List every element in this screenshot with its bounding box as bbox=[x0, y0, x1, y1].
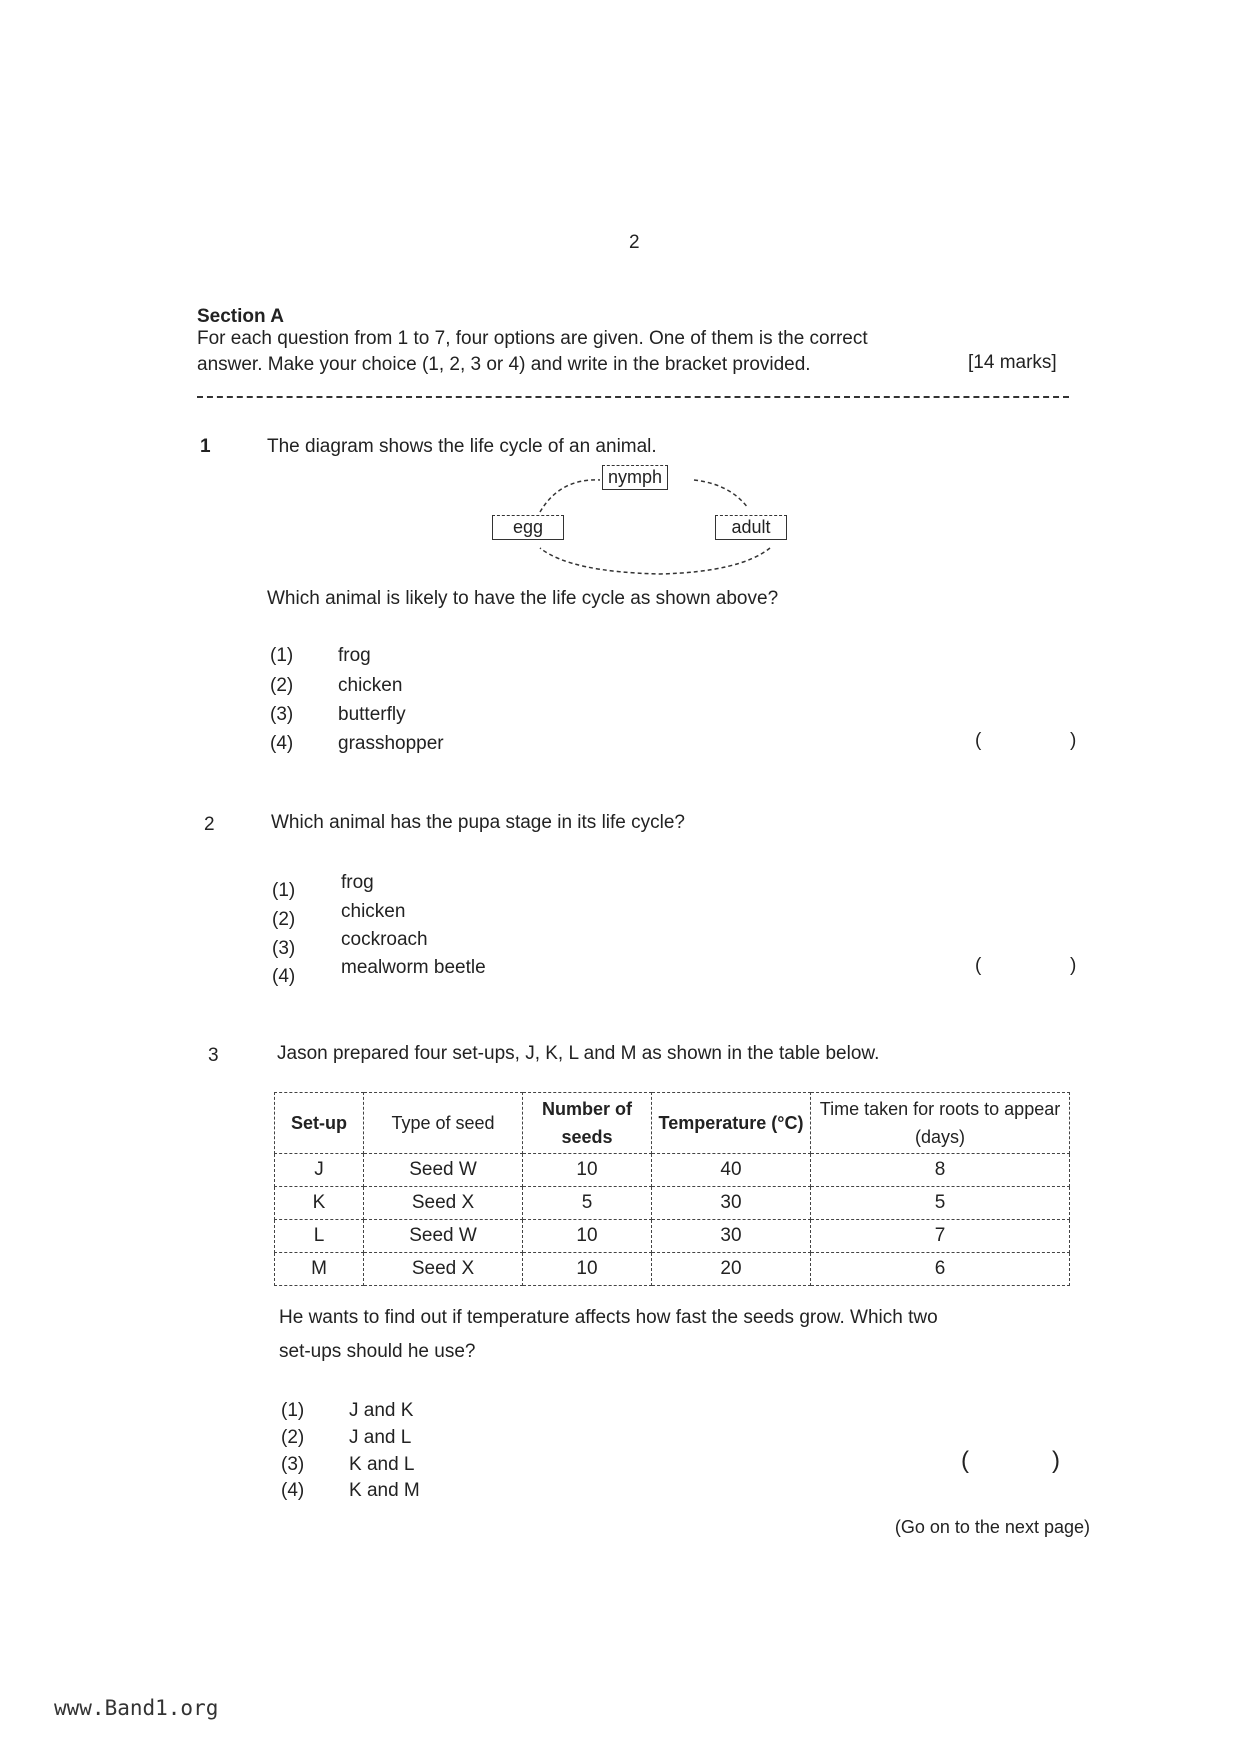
cell: Seed W bbox=[364, 1220, 523, 1253]
cell: 40 bbox=[652, 1154, 811, 1187]
option-text: J and L bbox=[349, 1427, 412, 1448]
option-text: chicken bbox=[341, 901, 406, 922]
option-label: (2) bbox=[270, 675, 294, 696]
header-time: Time taken for roots to appear (days) bbox=[811, 1093, 1070, 1154]
q1-question: Which animal is likely to have the life cycle as shown above? bbox=[267, 588, 779, 609]
stage-nymph: nymph bbox=[602, 465, 668, 490]
table-row bbox=[275, 1187, 1070, 1220]
watermark: www.Band1.org bbox=[54, 1696, 219, 1720]
option-text: grasshopper bbox=[338, 733, 444, 754]
option-text: chicken bbox=[338, 675, 403, 696]
option-label: (3) bbox=[270, 704, 294, 725]
cell: J bbox=[275, 1154, 364, 1187]
cell: 10 bbox=[523, 1253, 652, 1286]
answer-bracket-open[interactable]: ( bbox=[961, 1447, 969, 1474]
q1-text: The diagram shows the life cycle of an animal. bbox=[267, 436, 657, 457]
q3-number: 3 bbox=[208, 1045, 219, 1066]
table-header bbox=[275, 1093, 1070, 1154]
answer-bracket-close[interactable]: ) bbox=[1070, 730, 1077, 751]
option-text: frog bbox=[338, 645, 371, 666]
cell: 8 bbox=[811, 1154, 1070, 1187]
setup-table bbox=[274, 1092, 1070, 1286]
cell: Seed X bbox=[364, 1253, 523, 1286]
cell: Seed X bbox=[364, 1187, 523, 1220]
q2-number: 2 bbox=[204, 814, 215, 835]
option-text: J and K bbox=[349, 1400, 414, 1421]
q2-text: Which animal has the pupa stage in its life cycle? bbox=[271, 812, 685, 833]
cell: 7 bbox=[811, 1220, 1070, 1253]
cell: K bbox=[275, 1187, 364, 1220]
option-text: frog bbox=[341, 872, 374, 893]
page-number: 2 bbox=[629, 232, 640, 253]
cell: L bbox=[275, 1220, 364, 1253]
cell: 20 bbox=[652, 1253, 811, 1286]
option-text: K and L bbox=[349, 1454, 415, 1475]
option-text: mealworm beetle bbox=[341, 957, 486, 978]
option-label: (1) bbox=[281, 1400, 305, 1421]
option-text: cockroach bbox=[341, 929, 428, 950]
table-row bbox=[275, 1154, 1070, 1187]
option-label: (1) bbox=[270, 645, 294, 666]
option-text: K and M bbox=[349, 1480, 420, 1501]
cell: 30 bbox=[652, 1187, 811, 1220]
option-text: butterfly bbox=[338, 704, 406, 725]
q3-question-line2: set-ups should he use? bbox=[279, 1341, 476, 1362]
instructions-line2: answer. Make your choice (1, 2, 3 or 4) and write in the bracket provided. bbox=[197, 354, 811, 375]
option-label: (3) bbox=[281, 1454, 305, 1475]
option-label: (3) bbox=[272, 938, 296, 959]
answer-bracket-close[interactable]: ) bbox=[1052, 1447, 1060, 1474]
option-label: (4) bbox=[281, 1480, 305, 1501]
answer-bracket-open[interactable]: ( bbox=[975, 955, 982, 976]
header-temperature: Temperature (°C) bbox=[652, 1093, 811, 1154]
next-page-note: (Go on to the next page) bbox=[894, 1517, 1090, 1537]
table-row bbox=[275, 1253, 1070, 1286]
section-title: Section A bbox=[197, 306, 284, 327]
cell: 30 bbox=[652, 1220, 811, 1253]
option-label: (2) bbox=[272, 909, 296, 930]
q1-number: 1 bbox=[200, 436, 211, 457]
cell: 5 bbox=[811, 1187, 1070, 1220]
cell: 6 bbox=[811, 1253, 1070, 1286]
q3-text: Jason prepared four set-ups, J, K, L and M as shown in the table below. bbox=[277, 1043, 880, 1064]
divider bbox=[197, 396, 1069, 398]
q3-question-line1: He wants to find out if temperature affects how fast the seeds grow. Which two bbox=[279, 1307, 938, 1328]
instructions-line1: For each question from 1 to 7, four options are given. One of them is the correct bbox=[197, 328, 868, 349]
option-label: (4) bbox=[272, 966, 296, 987]
header-seed-type: Type of seed bbox=[364, 1093, 523, 1154]
option-label: (2) bbox=[281, 1427, 305, 1448]
marks: [14 marks] bbox=[968, 352, 1057, 373]
stage-adult: adult bbox=[715, 515, 787, 540]
answer-bracket-close[interactable]: ) bbox=[1070, 955, 1077, 976]
option-label: (4) bbox=[270, 733, 294, 754]
header-setup: Set-up bbox=[275, 1093, 364, 1154]
option-label: (1) bbox=[272, 880, 296, 901]
cell: Seed W bbox=[364, 1154, 523, 1187]
cell: 10 bbox=[523, 1154, 652, 1187]
cell: M bbox=[275, 1253, 364, 1286]
header-number-seeds: Number of seeds bbox=[523, 1093, 652, 1154]
answer-bracket-open[interactable]: ( bbox=[975, 730, 982, 751]
table-row bbox=[275, 1220, 1070, 1253]
cell: 5 bbox=[523, 1187, 652, 1220]
stage-egg: egg bbox=[492, 515, 564, 540]
cell: 10 bbox=[523, 1220, 652, 1253]
